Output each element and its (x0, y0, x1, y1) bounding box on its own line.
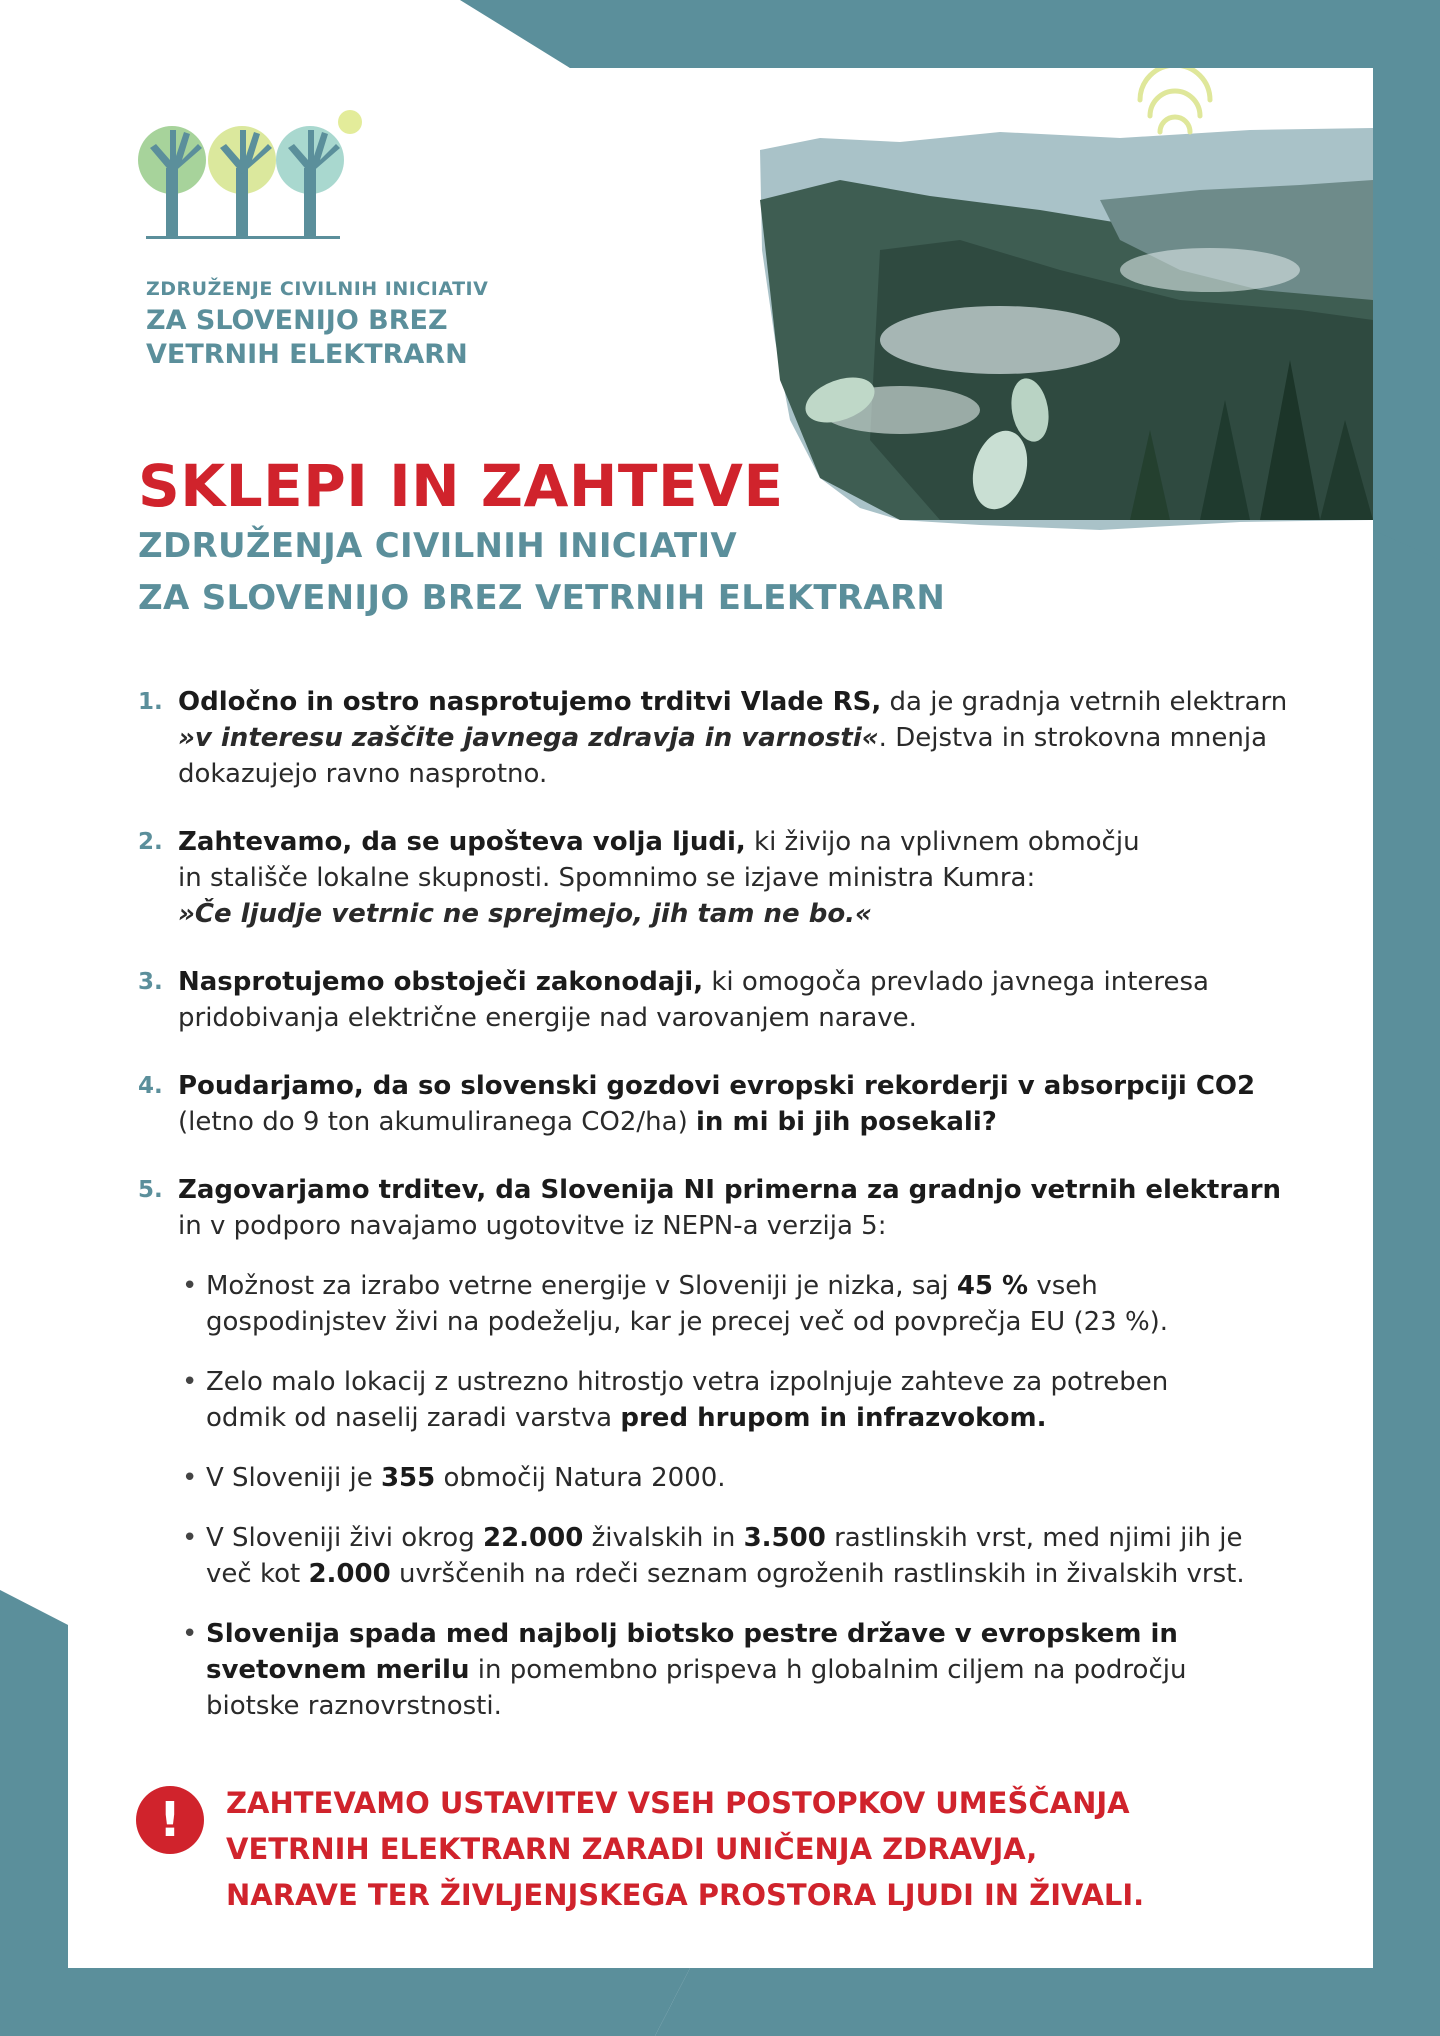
point-text: in stališče lokalne skupnosti. Spomnimo se izjave ministra Kumra: (178, 863, 1036, 893)
point-lead: Poudarjamo, da so slovenski gozdovi evropski rekorderji v absorpciji CO2 (178, 1071, 1256, 1101)
list-item: • Slovenija spada med najbolj biotsko pestre države v evropskem in svetovnem merilu in pomembno prispeva h globalnim ciljem na področju biotske raznovrstnosti. (178, 1616, 1318, 1724)
bullet-icon: • (182, 1523, 198, 1553)
bullet-icon: • (182, 1271, 198, 1301)
list-item: • Možnost za izrabo vetrne energije v Sloveniji je nizka, saj 45 % vseh gospodinjstev živi na podeželju, kar je precej več od povprečja EU (23 %). (178, 1268, 1318, 1340)
point-5 (138, 1172, 1318, 1724)
point-text: ki omogoča prevlado javnega interesa (703, 967, 1209, 997)
bullet-icon: • (182, 1367, 198, 1397)
point-number: 1. (138, 689, 163, 715)
point-text: . Dejstva in strokovna mnenja dokazujejo ravno nasprotno. (178, 723, 1268, 789)
bullet-icon: • (182, 1463, 198, 1493)
point-number: 4. (138, 1073, 163, 1099)
point-text: ki živijo na vplivnem območju (745, 827, 1140, 857)
logo-line-1: ZDRUŽENJE CIVILNIH INICIATIV (146, 278, 489, 300)
point-lead: Odločno in ostro nasprotujemo trditvi Vlade RS, (178, 687, 882, 717)
point-1 (138, 684, 1318, 792)
point-text: pridobivanja električne energije nad varovanjem narave. (178, 1003, 917, 1033)
list-item: • Zelo malo lokacij z ustrezno hitrostjo vetra izpolnjuje zahteve za potreben odmik od naselij zaradi varstva pred hrupom in infrazvokom. (178, 1364, 1318, 1436)
point-4 (138, 1068, 1318, 1140)
bullet-icon: • (182, 1619, 198, 1649)
bullet-list (178, 1268, 1318, 1724)
demand-text: ZAHTEVAMO USTAVITEV VSEH POSTOPKOV UMEŠČANJA VETRNIH ELEKTRARN ZARADI UNIČENJA ZDRAVJA, NARAVE TER ŽIVLJENJSKEGA PROSTORA LJUDI IN ŽIVALI. (226, 1786, 1145, 1912)
point-text: (letno do 9 ton akumuliranega CO2/ha) (178, 1107, 696, 1137)
point-number: 3. (138, 969, 163, 995)
point-lead: Nasprotujemo obstoječi zakonodaji, (178, 967, 704, 997)
logo-line-3: VETRNIH ELEKTRARN (146, 339, 468, 370)
logo-trees-icon (132, 108, 372, 248)
point-3 (138, 964, 1318, 1036)
exclamation-icon: ! (136, 1786, 204, 1854)
title-sub-1: ZDRUŽENJA CIVILNIH INICIATIV (138, 526, 738, 566)
list-item: • V Sloveniji živi okrog 22.000 živalskih in 3.500 rastlinskih vrst, med njimi jih je več kot 2.000 uvrščenih na rdeči seznam ogroženih rastlinskih in živalskih vrst. (178, 1520, 1318, 1592)
point-quote: »Če ljudje vetrnic ne sprejmejo, jih tam ne bo.« (178, 899, 872, 929)
point-question: in mi bi jih posekali? (696, 1107, 997, 1137)
page-title (138, 452, 945, 624)
title-sub-2: ZA SLOVENIJO BREZ VETRNIH ELEKTRARN (138, 578, 946, 618)
point-text: in v podporo navajamo ugotovitve iz NEPN-a verzija 5: (178, 1211, 887, 1241)
point-quote: »v interesu zaščite javnega zdravja in varnosti« (178, 723, 879, 753)
list-item: • V Sloveniji je 355 območij Natura 2000. (178, 1460, 1318, 1496)
point-text: da je gradnja vetrnih elektrarn (881, 687, 1288, 717)
title-main: SKLEPI IN ZAHTEVE (138, 452, 784, 520)
point-number: 5. (138, 1177, 163, 1203)
point-2 (138, 824, 1318, 932)
point-number: 2. (138, 829, 163, 855)
logo-text (146, 274, 488, 372)
point-lead: Zagovarjamo trditev, da Slovenija NI primerna za gradnjo vetrnih elektrarn (178, 1175, 1282, 1205)
logo-line-2: ZA SLOVENIJO BREZ (146, 305, 448, 336)
point-lead: Zahtevamo, da se upošteva volja ljudi, (178, 827, 746, 857)
points-list (138, 684, 1318, 1756)
